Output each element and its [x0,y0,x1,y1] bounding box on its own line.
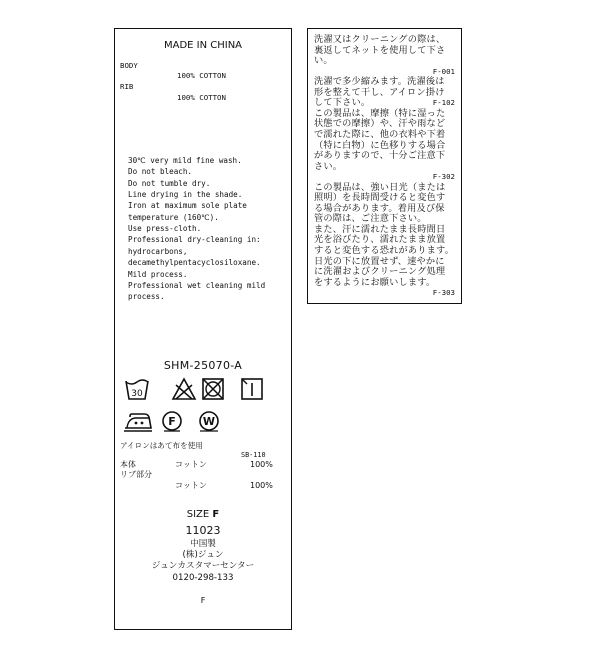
note-line: に洗濯およびクリーニング処理 [314,266,446,278]
care-line: Mild process. [128,269,188,279]
care-line: Professional wet cleaning mild [128,280,266,290]
wash-30-icon [124,378,150,402]
do-not-tumble-dry-icon [201,377,225,401]
care-line: Iron at maximum sole plate [128,201,247,211]
wet-clean-w-icon [197,410,221,432]
size-line [115,510,291,520]
care-line: Professional dry-cleaning in: [128,235,261,245]
composition-value-rib: 100% COTTON [177,93,226,102]
size-value: F [212,509,220,520]
composition-jp-percent-body: 100% [250,460,273,469]
wet-clean-letter: W [202,415,216,428]
phone-number: 0120-298-133 [172,573,234,583]
line-dry-shade-icon [240,377,264,401]
made-in-jp: 中国製 [190,539,216,549]
composition-jp-percent-rib: 100% [250,481,273,490]
care-label-left [114,28,292,630]
care-line: process. [128,292,165,302]
note-line: 管の際は、ご注意下さい。 [314,213,427,225]
care-line: Do not bleach. [128,167,193,177]
note-line: る場合があります。着用及び保 [314,202,445,214]
note-line: い。 [314,55,333,67]
dry-clean-f-icon [161,410,183,432]
note-code: F-303 [432,288,455,298]
note-code: F-102 [432,98,455,108]
care-line: Line drying in the shade. [128,190,243,200]
composition-value-body: 100% COTTON [177,71,226,80]
note-line: して下さい。 [314,97,371,109]
support-center: ジュンカスタマーセンター [151,561,255,571]
note-line: 形を整えて干し、アイロン掛け [314,86,445,98]
size-label: SIZE [186,509,210,520]
wash-temp-label: 30 [131,389,143,399]
bottom-size: F [200,596,206,605]
composition-part-body: BODY [120,61,138,70]
note-line: 状態での摩擦）や、汗や雨など [314,118,446,130]
composition-jp-material-rib: コットン [175,481,207,490]
note-line: がありますので、十分ご注意下 [314,150,446,162]
care-line: decamethylpentacyclosiloxane. [128,258,261,268]
note-line: 洗濯で多少縮みます。洗濯後は [314,76,445,88]
care-label-right [307,28,462,304]
note-line: この製品は、強い日光（または [314,181,446,193]
care-line: temperature (160℃). [128,212,219,222]
composition-part-rib: RIB [120,82,134,91]
item-number: 11023 [185,524,221,537]
composition-jp-material-body: コットン [175,460,207,469]
care-line: hydrocarbons, [128,246,188,256]
note-line: 日光の下に放置せず、速やかに [314,255,445,267]
note-line: 照明）を長時間受けると変色す [314,192,446,204]
product-code: SHM-25070-A [163,359,243,372]
composition-jp-part-body: 本体 [120,460,136,469]
note-line: （特に白物）に色移りする場合 [314,139,446,151]
note-line: また、汗に濡れたまま長時間日 [314,223,446,235]
note-code: F-001 [432,66,455,76]
note-line: すると変色する恐れがあります。 [314,245,455,256]
origin-text: MADE IN CHINA [163,40,243,51]
sb-code: SB-110 [241,451,266,459]
care-line: Use press-cloth. [128,224,202,234]
note-line: 裏返してネットを使用して下さ [314,44,446,56]
note-line: で濡れた際に、他の衣料や下着 [314,128,446,140]
care-line: Do not tumble dry. [128,178,211,188]
note-line: 洗濯又はクリーニングの際は、 [314,34,446,45]
company-name: (株)ジュン [182,550,224,560]
do-not-bleach-icon [171,377,197,401]
composition-jp-part-rib: リブ部分 [120,470,152,479]
dry-clean-letter: F [168,415,176,428]
care-line: 30℃ very mild fine wash. [128,156,242,165]
note-line: 光を浴びたり、濡れたまま放置 [314,234,446,246]
iron-note: アイロンはあて布を使用 [120,441,203,450]
note-line: さい。 [314,160,343,172]
note-code: F-302 [432,172,455,182]
note-line: この製品は、摩擦（特に湿った [314,107,446,119]
note-line: をするようにお願いします。 [314,276,436,288]
iron-medium-icon [123,410,153,432]
